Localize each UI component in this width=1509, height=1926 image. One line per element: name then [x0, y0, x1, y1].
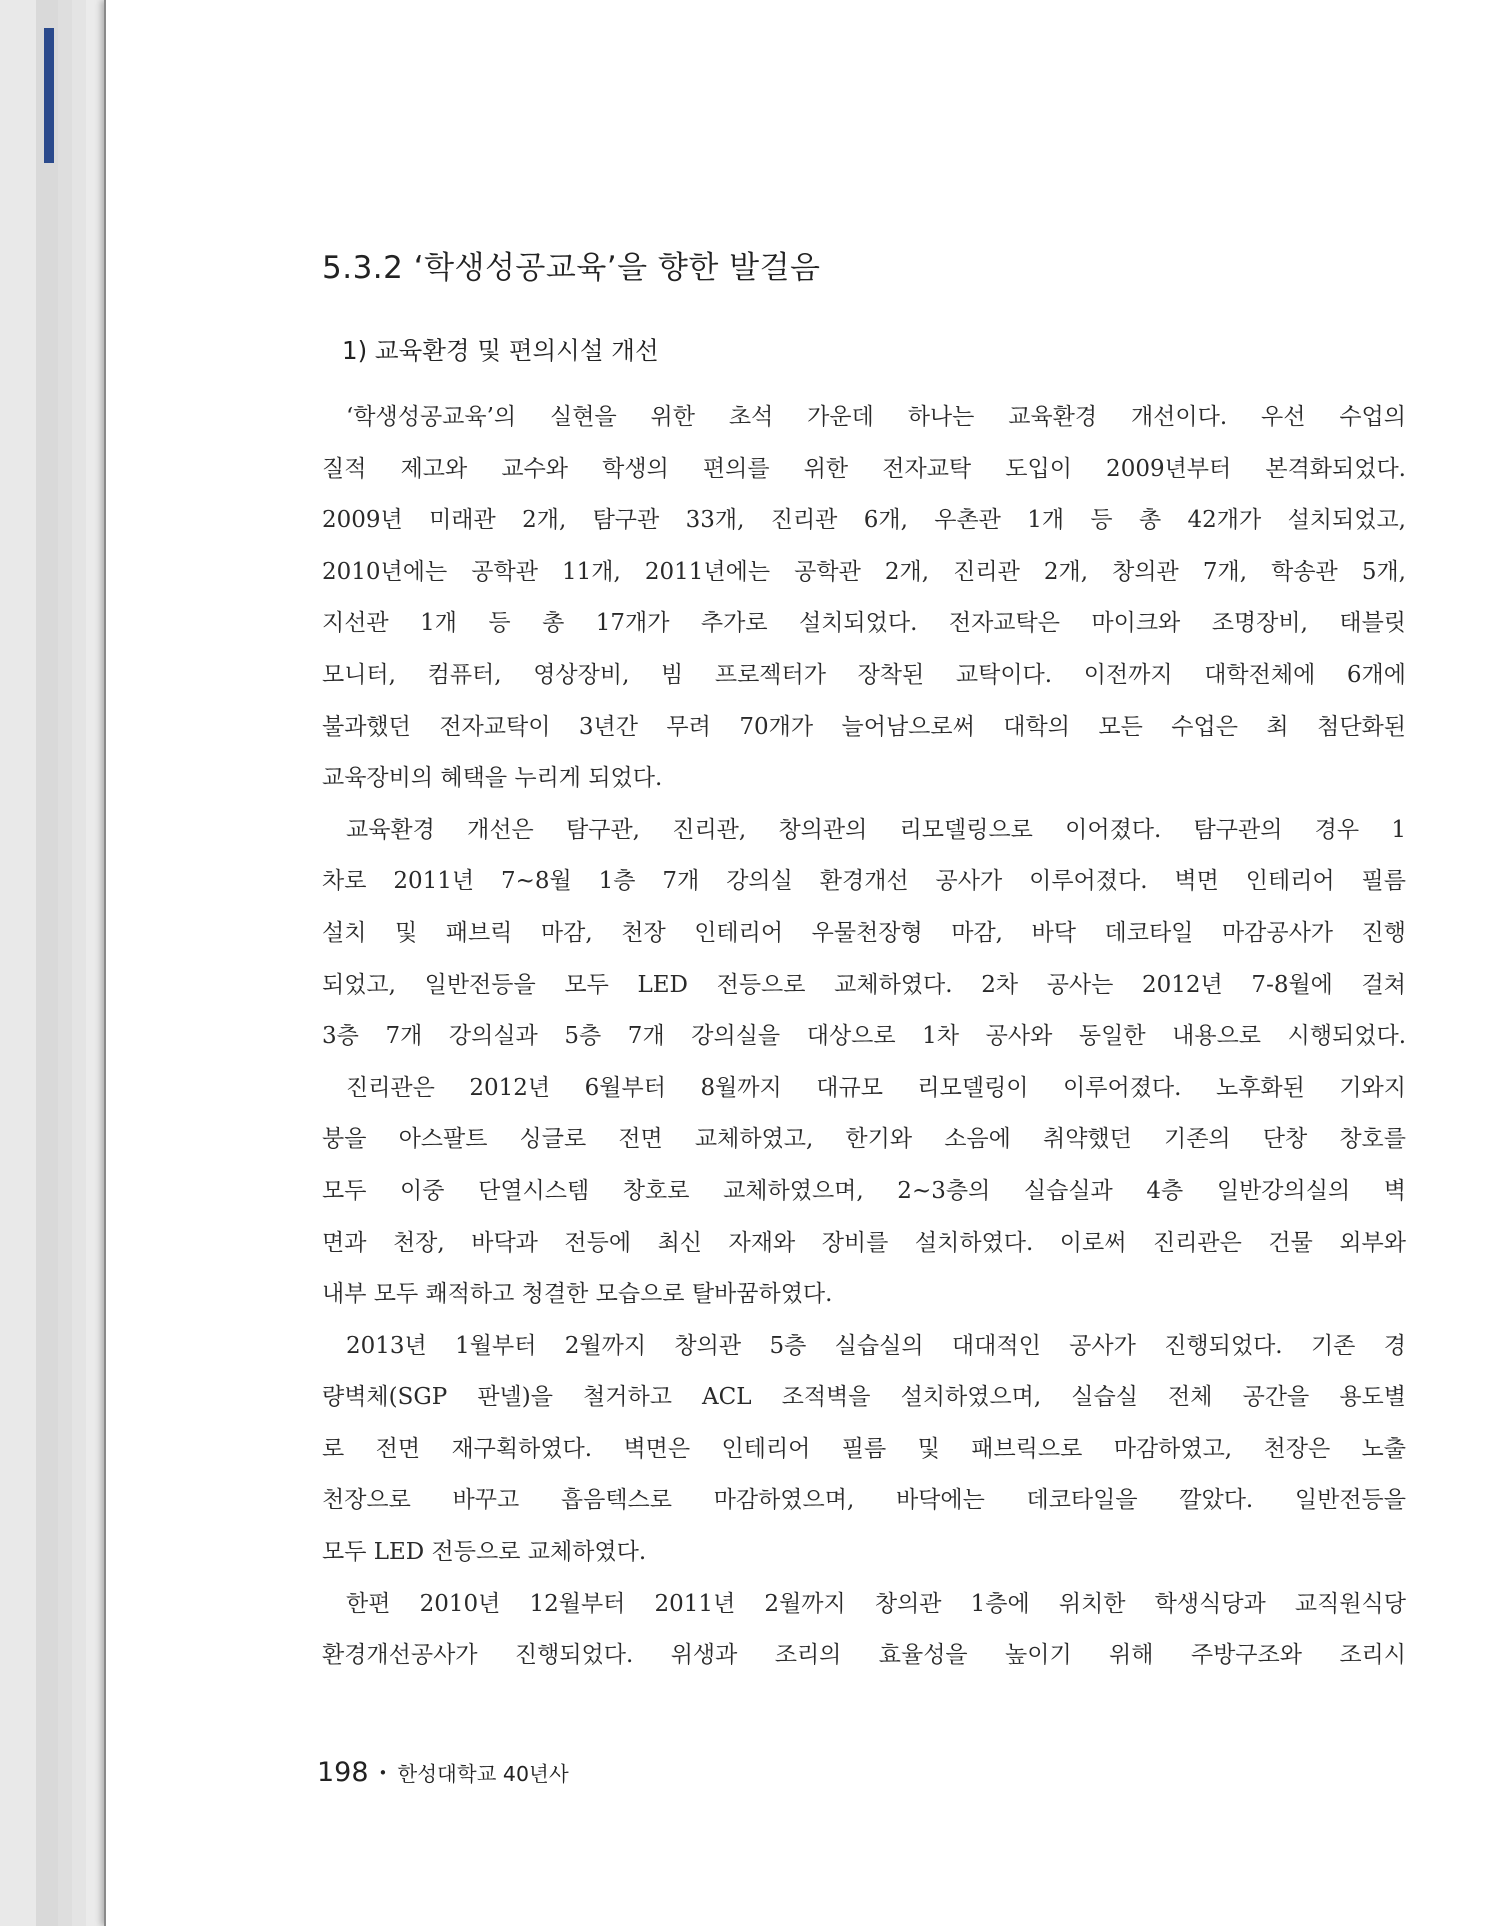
text-line: 면과 천장, 바닥과 전등에 최신 자재와 장비를 설치하였다. 이로써 진리관은 건물 외부와 — [322, 1229, 1406, 1256]
text-line: 로 전면 재구획하였다. 벽면은 인테리어 필름 및 패브릭으로 마감하였고, 천장은 노출 — [322, 1435, 1406, 1462]
text-line: 지선관 1개 등 총 17개가 추가로 설치되었다. 전자교탁은 마이크와 조명장비, 태블릿 — [322, 610, 1406, 637]
subsection-title: 1) 교육환경 및 편의시설 개선 — [342, 336, 659, 365]
text-line: ‘학생성공교육’의 실현을 위한 초석 가운데 하나는 교육환경 개선이다. 우선 수업의 — [346, 404, 1406, 430]
body-text — [322, 392, 1406, 1682]
section-title: 5.3.2 ‘학생성공교육’을 향한 발걸음 — [322, 250, 821, 286]
paragraph — [322, 805, 1406, 1063]
text-line: 한편 2010년 12월부터 2011년 2월까지 창의관 1층에 위치한 학생식당과 교직원식당 — [346, 1590, 1406, 1617]
paragraph — [322, 1063, 1406, 1321]
text-line: 모두 이중 단열시스템 창호로 교체하였으며, 2~3층의 실습실과 4층 일반강의실의 벽 — [322, 1177, 1406, 1204]
text-line: 모두 LED 전등으로 교체하였다. — [322, 1539, 647, 1566]
paragraph — [322, 1579, 1406, 1682]
text-line: 교육장비의 혜택을 누리게 되었다. — [322, 765, 663, 792]
text-line: 진리관은 2012년 6월부터 8월까지 대규모 리모델링이 이루어졌다. 노후화된 기와지 — [346, 1074, 1406, 1101]
text-line: 교육환경 개선은 탐구관, 진리관, 창의관의 리모델링으로 이어졌다. 탐구관의 경우 1 — [346, 816, 1406, 843]
text-line: 3층 7개 강의실과 5층 7개 강의실을 대상으로 1차 공사와 동일한 내용으로 시행되었다. — [322, 1023, 1406, 1050]
book-spine-mark — [44, 28, 54, 163]
paragraph — [322, 392, 1406, 805]
text-line: 되었고, 일반전등을 모두 LED 전등으로 교체하였다. 2차 공사는 2012년 7-8월에 걸쳐 — [322, 971, 1406, 998]
text-line: 붕을 아스팔트 싱글로 전면 교체하였고, 한기와 소음에 취약했던 기존의 단창 창호를 — [322, 1126, 1406, 1153]
text-line: 2010년에는 공학관 11개, 2011년에는 공학관 2개, 진리관 2개, 창의관 7개, 학송관 5개, — [322, 558, 1406, 585]
text-line: 내부 모두 쾌적하고 청결한 모습으로 탈바꿈하였다. — [322, 1281, 833, 1308]
text-line: 2009년 미래관 2개, 탐구관 33개, 진리관 6개, 우촌관 1개 등 총 42개가 설치되었고, — [322, 507, 1406, 534]
text-line: 환경개선공사가 진행되었다. 위생과 조리의 효율성을 높이기 위해 주방구조와 조리시 — [322, 1642, 1406, 1669]
book-page — [104, 0, 1509, 1926]
text-line: 2013년 1월부터 2월까지 창의관 5층 실습실의 대대적인 공사가 진행되었다. 기존 경 — [346, 1332, 1406, 1359]
bullet-separator: • — [378, 1764, 388, 1782]
text-line: 천장으로 바꾸고 흡음텍스로 마감하였으며, 바닥에는 데코타일을 깔았다. 일반전등을 — [322, 1487, 1406, 1514]
text-line: 량벽체(SGP 판넬)을 철거하고 ACL 조적벽을 설치하였으며, 실습실 전체 공간을 용도별 — [322, 1384, 1406, 1411]
text-line: 차로 2011년 7~8월 1층 7개 강의실 환경개선 공사가 이루어졌다. 벽면 인테리어 필름 — [322, 868, 1406, 895]
page-footer — [317, 1757, 569, 1788]
text-line: 질적 제고와 교수와 학생의 편의를 위한 전자교탁 도입이 2009년부터 본격화되었다. — [322, 455, 1406, 482]
page-number: 198 — [317, 1757, 369, 1788]
text-line: 설치 및 패브릭 마감, 천장 인테리어 우물천장형 마감, 바닥 데코타일 마감공사가 진행 — [322, 919, 1406, 946]
paragraph — [322, 1321, 1406, 1579]
text-line: 모니터, 컴퓨터, 영상장비, 빔 프로젝터가 장착된 교탁이다. 이전까지 대학전체에 6개에 — [322, 661, 1406, 688]
book-title: 한성대학교 40년사 — [397, 1762, 569, 1786]
text-line: 불과했던 전자교탁이 3년간 무려 70개가 늘어남으로써 대학의 모든 수업은 최 첨단화된 — [322, 713, 1406, 740]
